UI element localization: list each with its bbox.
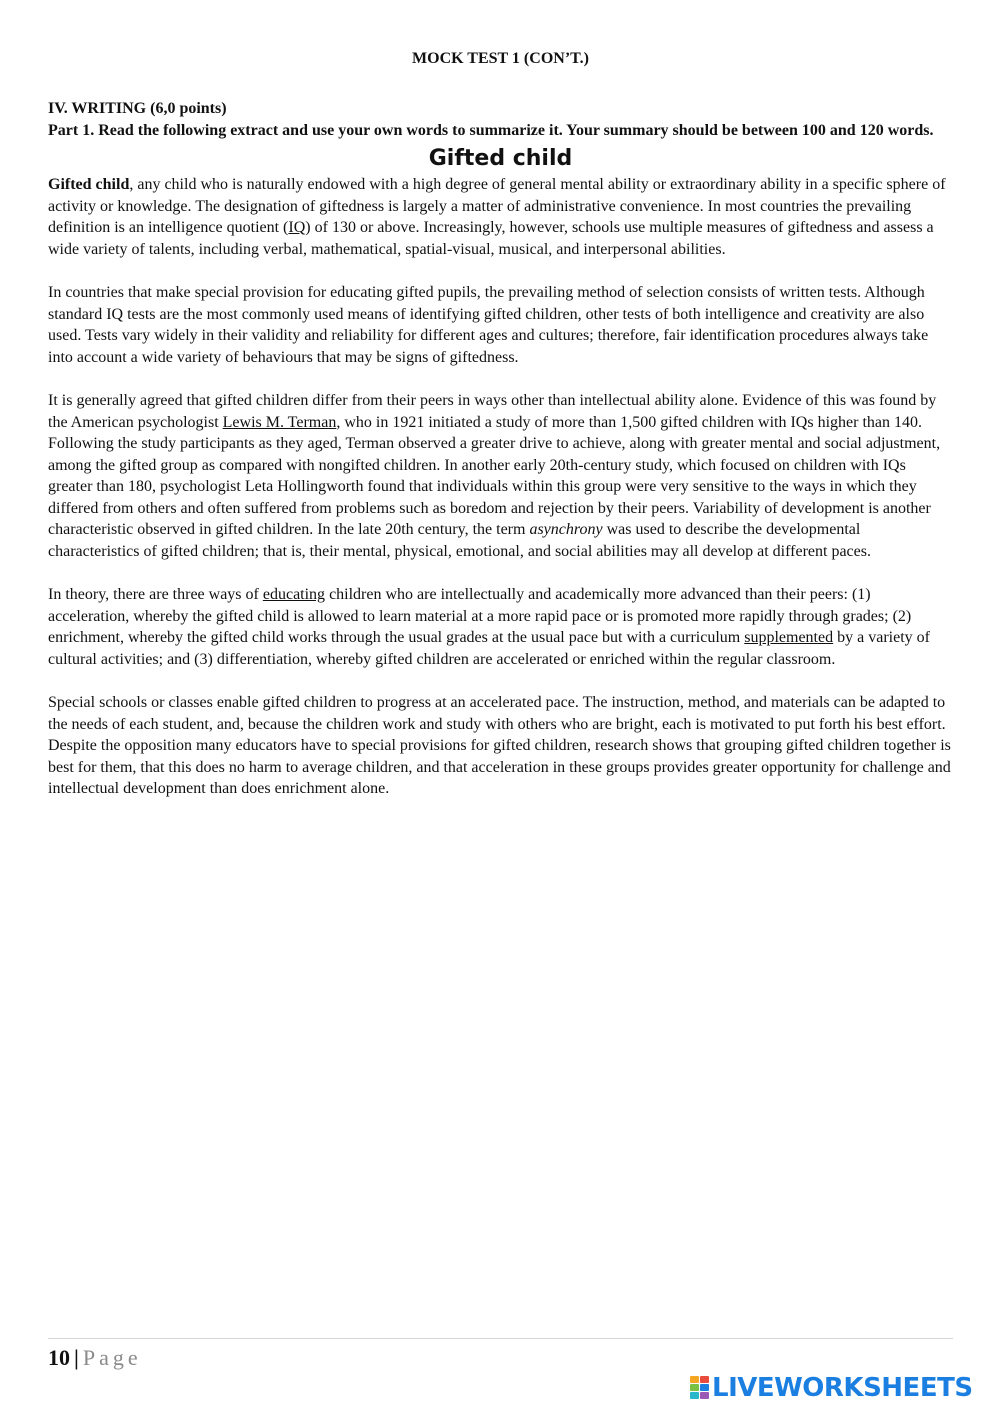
lead-term: Gifted child [48,176,130,193]
text-run: children who are intellectually and academically more advanced than their peers: (1) acceleration, whereby the gifted child is allowed to learn material at a more rapid pace or is promoted more rapidly through grades; (2) enrichment, whereby the gifted child works through the usual grades at the usual pace but with a curriculum [48,586,912,646]
text-run: ) of 130 or above. Increasingly, however, schools use multiple measures of giftedness and assess a wide variety of talents, including verbal, mathematical, spatial-visual, musical, and interpersonal abilities. [48,219,934,258]
paragraph-3 [48,390,953,562]
page-separator: | [74,1345,79,1370]
liveworksheets-logo-icon [690,1376,710,1400]
page-label: Page [82,1345,142,1370]
brand-text: LIVEWORKSHEETS [712,1373,973,1403]
page-number-value: 10 [48,1345,70,1370]
emphasis-term: asynchrony [529,521,603,538]
worksheet-page [48,0,953,822]
text-run: , who in 1921 initiated a study of more than 1,500 gifted children with IQs higher than 140. Following the study participants as they aged, Terman observed a greater drive to achieve, along with greater mental and social adjustment, among the gifted group as compared with nongifted children. In another early 20th-century study, which focused on children with IQs greater than 180, psychologist Leta Hollingworth found that individuals within this group were very sensitive to the ways in which they differed from others and often suffered from problems such as boredom and rejection by their peers. Variability of development is another characteristic observed in gifted children. In the late 20th century, the term [48,413,941,538]
iq-link[interactable]: IQ [288,219,306,236]
liveworksheets-brand[interactable] [690,1373,973,1403]
page-number [48,1345,142,1371]
paragraph-4 [48,584,953,670]
article-title: Gifted child [428,146,573,171]
article-body [48,174,953,800]
footer-divider [48,1338,953,1339]
section-heading: IV. WRITING (6,0 points) [48,100,227,117]
task-instruction: Part 1. Read the following extract and use your own words to summarize it. Your summary should be between 100 and 120 words. [48,122,934,139]
text-run: , any child who is naturally endowed with a high degree of general mental ability or extraordinary ability in a specific sphere of activity or knowledge. The designation of giftedness is largely a matter of administrative convenience. In most countries the prevailing definition is an intelligence quotient ( [48,176,946,236]
text-run: In theory, there are three ways of [48,586,263,603]
text-run: was used to describe the developmental characteristics of gifted children; that is, their mental, physical, emotional, and social abilities may all develop at different paces. [48,521,871,560]
text-run: by a variety of cultural activities; and (3) differentiation, whereby gifted children are accelerated or enriched within the regular classroom. [48,629,930,668]
paragraph-1 [48,174,953,260]
mock-test-title: MOCK TEST 1 (CON’T.) [412,50,589,67]
paragraph-2: In countries that make special provision for educating gifted pupils, the prevailing method of selection consists of written tests. Although standard IQ tests are the most commonly used means of identifying gifted children, other tests of both intelligence and creativity are also used. Tests vary widely in their validity and reliability for different ages and cultures; therefore, fair identification procedures always take into account a wide variety of behaviours that may be signs of giftedness. [48,284,929,366]
paragraph-5: Special schools or classes enable gifted children to progress at an accelerated pace. The instruction, method, and materials can be adapted to the needs of each student, and, because the children work and study with others who are bright, each is motivated to put forth his best effort. Despite the opposition many educators have to special provisions for gifted children, research shows that grouping gifted children together is best for them, that this does no harm to average children, and that acceleration in these groups provides greater opportunity for challenge and intellectual development than does enrichment alone. [48,694,951,797]
supplemented-link[interactable]: supplemented [744,629,834,646]
text-run: It is generally agreed that gifted children differ from their peers in ways other than intellectual ability alone. Evidence of this was found by the American psychologist [48,392,937,431]
terman-link[interactable]: Lewis M. Terman [222,413,337,431]
educating-link[interactable]: educating [262,586,326,603]
